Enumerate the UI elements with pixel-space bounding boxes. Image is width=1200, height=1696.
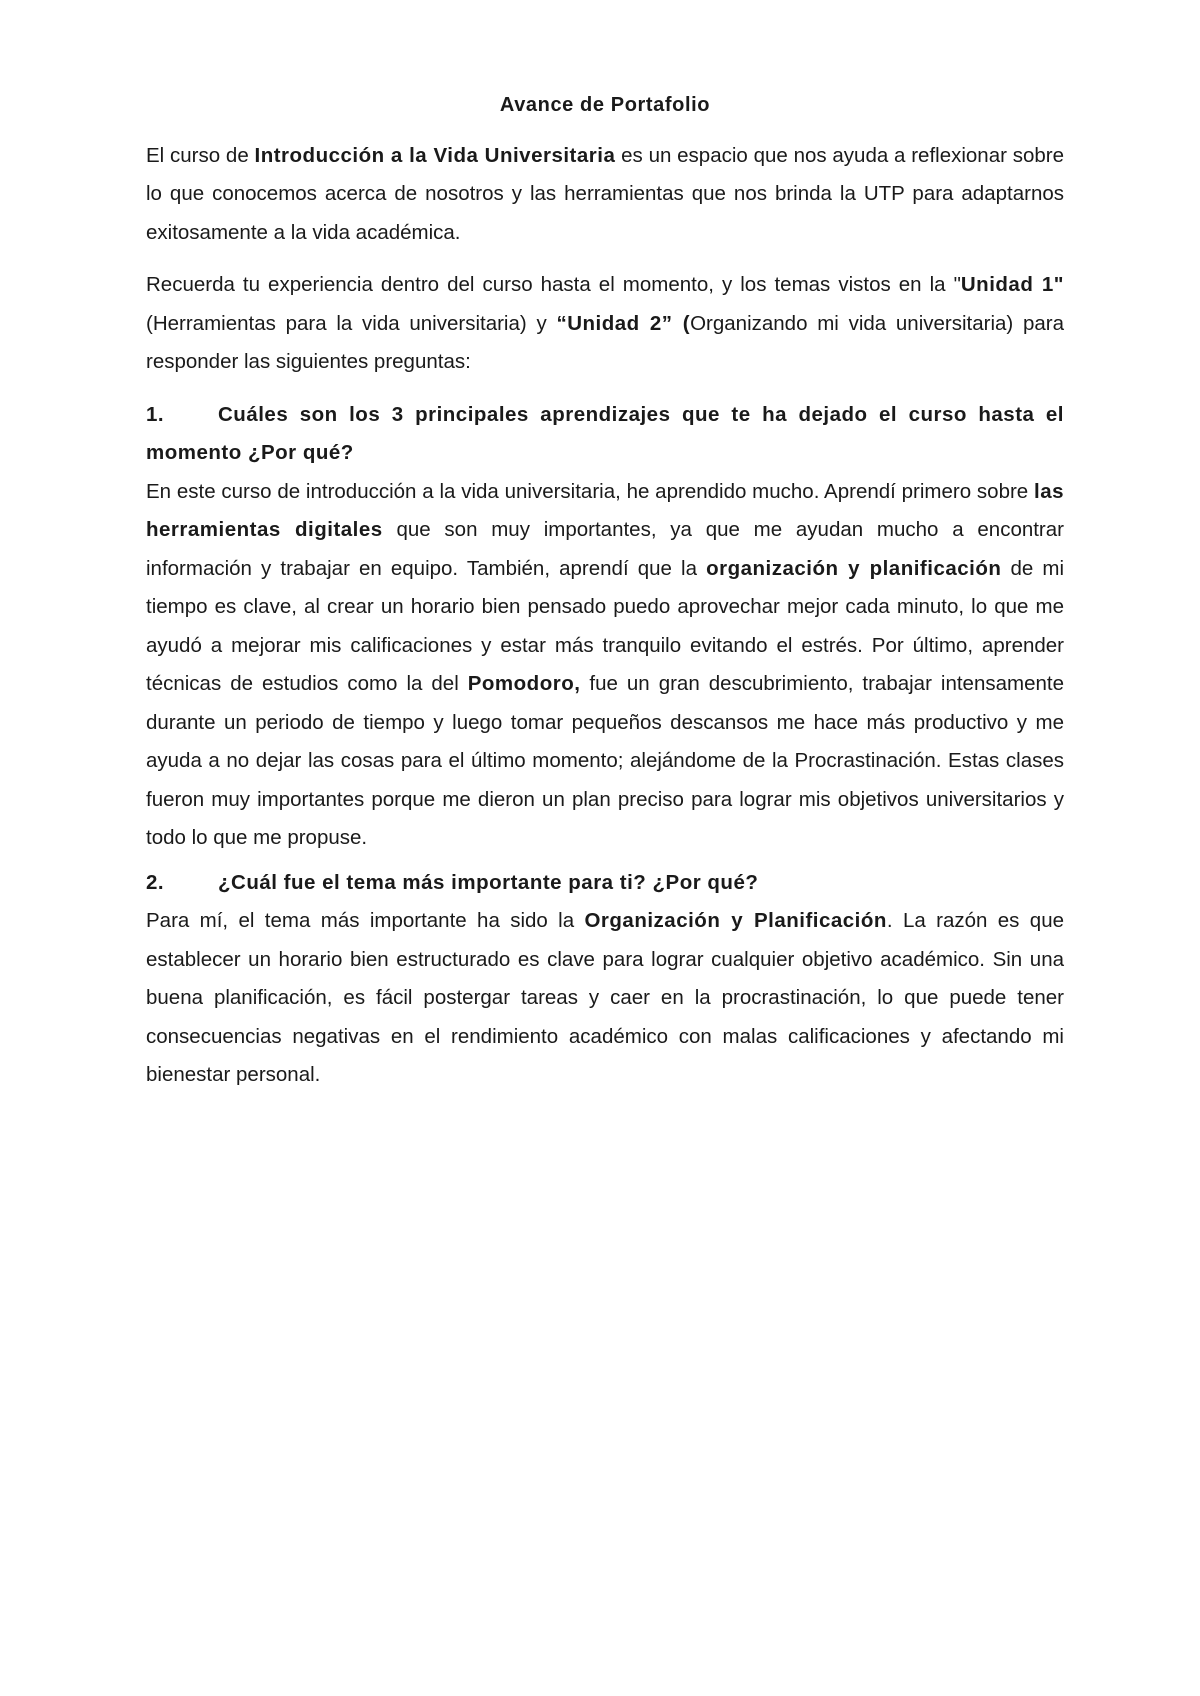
answer-1-paragraph [146,473,1064,858]
answer-1-bold-2: organización y planificación [706,556,1002,580]
intro-text-1: El curso de [146,143,255,167]
answer-2-paragraph [146,902,1064,1095]
answer-1-text-3: de mi tiempo es clave, al crear un horario bien pensado puedo aprovechar mejor cada minuto, lo que me ayudó a mejorar mis calificaciones y estar más tranquilo evitando el estrés. Por último, aprender técnicas de estudios como la del [146,556,1064,695]
question-1 [146,396,1064,473]
unit-2-label: “Unidad 2” ( [556,311,691,335]
document-title: Avance de Portafolio [499,94,711,116]
course-name: Introducción a la Vida Universitaria [254,143,616,167]
answer-1-text-4: fue un gran descubrimiento, trabajar intensamente durante un periodo de tiempo y luego tomar pequeños descansos me hace más productivo y me ayuda a no dejar las cosas para el último momento; alejándome de la Procrastinación. Estas clases fueron muy importantes porque me dieron un plan preciso para lograr mis objetivos universitarios y todo lo que me propuse. [146,672,1064,849]
instructions-text-3: Organizando mi vida universitaria) para responder las siguientes preguntas: [146,311,1065,373]
answer-2-bold-1: Organización y Planificación [584,909,887,932]
instructions-text-1: Recuerda tu experiencia dentro del curso hasta el momento, y los temas vistos en la " [146,273,961,296]
answer-1-text-2: que son muy importantes, ya que me ayudan mucho a encontrar información y trabajar en equipo. También, aprendí que la [146,518,1064,580]
document-page [146,86,1064,1095]
question-2-number: 2. [146,870,165,894]
question-2-text: ¿Cuál fue el tema más importante para ti? ¿Por qué? [218,870,759,894]
question-1-number: 1. [146,402,165,426]
question-1-text: Cuáles son los 3 principales aprendizajes que te ha dejado el curso hasta el momento ¿Por qué? [146,402,1064,464]
answer-1-text-1: En este curso de introducción a la vida universitaria, he aprendido mucho. Aprendí primero sobre [146,479,1034,503]
intro-paragraph [146,137,1064,253]
answer-2-text-1: Para mí, el tema más importante ha sido la [146,909,585,932]
question-2 [146,864,1064,903]
answer-2-text-2: . La razón es que establecer un horario bien estructurado es clave para lograr cualquier objetivo académico. Sin una buena planificación, es fácil postergar tareas y caer en la procrastinación, lo que puede tener consecuencias negativas en el rendimiento académico con malas calificaciones y afectando mi bienestar personal. [146,909,1064,1086]
answer-1-bold-3: Pomodoro, [467,672,581,695]
intro-text-2: es un espacio que nos ayuda a reflexionar sobre lo que conocemos acerca de nosotros y las herramientas que nos brinda la UTP para adaptarnos exitosamente a la vida académica. [146,143,1064,244]
answer-1-bold-1: las herramientas digitales [146,479,1064,541]
unit-1-label: Unidad 1" [960,273,1064,296]
instructions-paragraph [146,266,1064,382]
instructions-text-2: (Herramientas para la vida universitaria) y [146,311,557,335]
